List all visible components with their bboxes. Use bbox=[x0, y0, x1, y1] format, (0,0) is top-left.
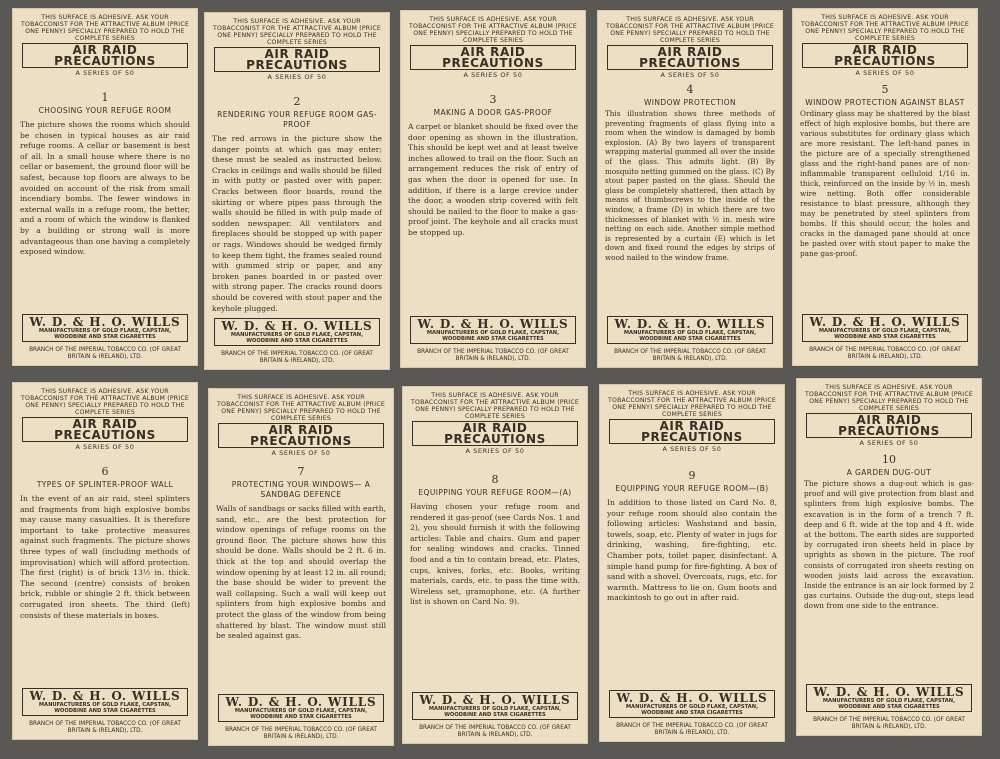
advert-text: THIS SURFACE IS ADHESIVE. ASK YOUR TOBACCONIST FOR THE ATTRACTIVE ALBUM (PRICE ONE PENNY) SPECIALLY PREPARED TO HOLD THE COMPLETE SERIES bbox=[217, 394, 385, 422]
branch-text: BRANCH OF THE IMPERIAL TOBACCO CO. (OF GREAT BRITAIN & IRELAND), LTD. bbox=[417, 349, 569, 362]
card-text: Ordinary glass may be shattered by the blast effect of high explosive bombs, but there are various substitutes for ordinary glass which are more resistant. The left-hand panes in the picture are of a specially strengthened glass and the right-hand panes are of non-inflammable transparent celluloid 1/16 in. thick, reinforced on the inside by ½ in. mesh wire netting. Both offer considerable resistance to blast pressure, although they may be penetrated by steel splinters from bombs. If this should occur, the holes and cracks in the damaged pane should at once be pasted over with stout paper to make the pane gas-proof. bbox=[800, 109, 970, 258]
series-title bbox=[22, 43, 188, 68]
maker-name: W. D. & H. O. WILLS bbox=[614, 317, 766, 331]
branch-text: BRANCH OF THE IMPERIAL TOBACCO CO. (OF GREAT BRITAIN & IRELAND), LTD. bbox=[616, 723, 768, 736]
branch-text: BRANCH OF THE IMPERIAL TOBACCO CO. (OF GREAT BRITAIN & IRELAND), LTD. bbox=[225, 727, 377, 740]
advert-text: THIS SURFACE IS ADHESIVE. ASK YOUR TOBACCONIST FOR THE ATTRACTIVE ALBUM (PRICE ONE PENNY) SPECIALLY PREPARED TO HOLD THE COMPLETE SERIES bbox=[608, 390, 776, 418]
card-text: This illustration shows three methods of preventing fragments of glass flying into a room when the window is damaged by bomb explosion. (A) By two layers of transparent wrapping material gummed all over the inside of the glass. This admits light. (B) By mosquito netting gummed on the glass. (C) By stout paper pasted on the glass. Should the glass be completely shattered, then attach by means of thumbscrews to the inside of the window, a frame (D) in which there are two thicknesses of blanket with ½ in. mesh wire netting on each side. Another simple method is represented by a curtain (E) which is let down and fixed round the edges by strips of wood nailed to the window frame. bbox=[605, 109, 775, 262]
series-title bbox=[214, 47, 380, 72]
advert-text: THIS SURFACE IS ADHESIVE. ASK YOUR TOBACCONIST FOR THE ATTRACTIVE ALBUM (PRICE ONE PENNY) SPECIALLY PREPARED TO HOLD THE COMPLETE SERIES bbox=[21, 388, 189, 416]
card-text: The picture shows a dug-out which is gas-proof and will give protection from blast and splinters from high explosive bombs. The excavation is in the form of a trench 7 ft. deep and 6 ft. wide at the top and 4 ft. wide at the bottom. The earth sides are supported by corrugated iron sheets held in place by uprights as shown in the picture. The roof consists of corrugated iron sheets resting on wooden joists laid across the excavation. Inside the entrance is an air lock formed by 2 gas curtains. Outside the dug-out, steps lead down from one side to the entrance. bbox=[804, 479, 974, 611]
cigarette-card-8 bbox=[402, 386, 588, 744]
maker-sub: MANUFACTURERS OF GOLD FLAKE, CAPSTAN, WOODBINE AND STAR CIGARETTES bbox=[822, 698, 956, 710]
maker-name: W. D. & H. O. WILLS bbox=[809, 315, 961, 329]
card-text: In the event of an air raid, steel splinters and fragments from high explosive bombs may cause many casualties. It is therefore important to take protective measures against such fragments. The picture shows three types of wall (including methods of improvisation) which will afford protection. The first (right) is of brick 13½ in. thick. The second (centre) consists of broken brick, rubble or shingle 2 ft. thick between corrugated iron sheets. The third (left) consists of these materials in boxes. bbox=[20, 494, 190, 620]
series-title bbox=[218, 423, 384, 448]
card-number: 3 bbox=[489, 93, 497, 106]
card-heading: EQUIPPING YOUR REFUGE ROOM—(B) bbox=[615, 484, 769, 493]
maker-box bbox=[412, 692, 578, 720]
card-heading: RENDERING YOUR REFUGE ROOM GAS-PROOF bbox=[217, 110, 377, 129]
card-text: Having chosen your refuge room and rendered it gas-proof (see Cards Nos. 1 and 2), you should furnish it with the following articles: Table and chairs. Gum and paper for sealing windows and cracks. Tinned food and a tin to contain bread, etc. Plates, cups, knives, forks, etc. Books, writing materials, cards, etc. to pass the time with. Wireless set, gramophone, etc. (A further list is shown on Card No. 9). bbox=[410, 502, 580, 607]
title-line-1: AIR RAID bbox=[72, 43, 138, 57]
maker-name: W. D. & H. O. WILLS bbox=[29, 315, 181, 329]
card-number: 7 bbox=[297, 465, 305, 478]
cigarette-card-2 bbox=[204, 12, 390, 370]
title-line-2: PRECAUTIONS bbox=[246, 58, 348, 72]
card-heading: EQUIPPING YOUR REFUGE ROOM—(A) bbox=[418, 488, 572, 497]
cigarette-card-9 bbox=[599, 384, 785, 742]
series-label: A SERIES OF 50 bbox=[662, 445, 722, 453]
maker-sub: MANUFACTURERS OF GOLD FLAKE, CAPSTAN, WOODBINE AND STAR CIGARETTES bbox=[230, 332, 364, 344]
branch-text: BRANCH OF THE IMPERIAL TOBACCO CO. (OF GREAT BRITAIN & IRELAND), LTD. bbox=[29, 347, 181, 360]
card-heading: CHOOSING YOUR REFUGE ROOM bbox=[38, 106, 172, 115]
series-title bbox=[22, 417, 188, 442]
branch-text: BRANCH OF THE IMPERIAL TOBACCO CO. (OF GREAT BRITAIN & IRELAND), LTD. bbox=[29, 721, 181, 734]
maker-box bbox=[802, 314, 968, 342]
title-line-2: PRECAUTIONS bbox=[250, 434, 352, 448]
branch-text: BRANCH OF THE IMPERIAL TOBACCO CO. (OF GREAT BRITAIN & IRELAND), LTD. bbox=[419, 725, 571, 738]
maker-box bbox=[609, 690, 775, 718]
advert-text: THIS SURFACE IS ADHESIVE. ASK YOUR TOBACCONIST FOR THE ATTRACTIVE ALBUM (PRICE ONE PENNY) SPECIALLY PREPARED TO HOLD THE COMPLETE SERIES bbox=[213, 18, 381, 46]
maker-box bbox=[22, 314, 188, 342]
card-heading: MAKING A DOOR GAS-PROOF bbox=[433, 108, 553, 117]
maker-sub: MANUFACTURERS OF GOLD FLAKE, CAPSTAN, WOODBINE AND STAR CIGARETTES bbox=[38, 328, 172, 340]
series-title bbox=[802, 43, 968, 68]
series-label: A SERIES OF 50 bbox=[855, 69, 915, 77]
series-label: A SERIES OF 50 bbox=[859, 439, 919, 447]
title-line-2: PRECAUTIONS bbox=[444, 432, 546, 446]
title-line-2: PRECAUTIONS bbox=[442, 56, 544, 70]
maker-name: W. D. & H. O. WILLS bbox=[417, 317, 569, 331]
card-heading: PROTECTING YOUR WINDOWS— A SANDBAG DEFENCE bbox=[231, 480, 371, 499]
title-line-1: AIR RAID bbox=[462, 421, 528, 435]
series-title bbox=[607, 45, 773, 70]
card-number: 9 bbox=[688, 469, 696, 482]
maker-name: W. D. & H. O. WILLS bbox=[221, 319, 373, 333]
title-line-2: PRECAUTIONS bbox=[54, 428, 156, 442]
card-heading: A GARDEN DUG-OUT bbox=[846, 468, 932, 477]
advert-text: THIS SURFACE IS ADHESIVE. ASK YOUR TOBACCONIST FOR THE ATTRACTIVE ALBUM (PRICE ONE PENNY) SPECIALLY PREPARED TO HOLD THE COMPLETE SERIES bbox=[21, 14, 189, 42]
advert-text: THIS SURFACE IS ADHESIVE. ASK YOUR TOBACCONIST FOR THE ATTRACTIVE ALBUM (PRICE ONE PENNY) SPECIALLY PREPARED TO HOLD THE COMPLETE SERIES bbox=[805, 384, 973, 412]
title-line-1: AIR RAID bbox=[657, 45, 723, 59]
advert-text: THIS SURFACE IS ADHESIVE. ASK YOUR TOBACCONIST FOR THE ATTRACTIVE ALBUM (PRICE ONE PENNY) SPECIALLY PREPARED TO HOLD THE COMPLETE SERIES bbox=[409, 16, 577, 44]
title-line-2: PRECAUTIONS bbox=[834, 54, 936, 68]
card-heading: TYPES OF SPLINTER-PROOF WALL bbox=[36, 480, 174, 489]
title-line-1: AIR RAID bbox=[268, 423, 334, 437]
card-number: 1 bbox=[101, 91, 109, 104]
maker-box bbox=[22, 688, 188, 716]
maker-box bbox=[218, 694, 384, 722]
series-title bbox=[609, 419, 775, 444]
maker-box bbox=[607, 316, 773, 344]
maker-name: W. D. & H. O. WILLS bbox=[419, 693, 571, 707]
maker-sub: MANUFACTURERS OF GOLD FLAKE, CAPSTAN, WOODBINE AND STAR CIGARETTES bbox=[623, 330, 757, 342]
cigarette-card-10 bbox=[796, 378, 982, 736]
card-text: The red arrows in the picture show the danger points at which gas may enter; these must be sealed as instructed below. Cracks in ceilings and walls should be filled in with putty or pasted over with paper. Cracks between floor boards, round the skirting or where pipes pass through the walls should be filled in with pulp made of sodden newspaper. All ventilators and fireplaces should be stopped up with paper or rags. Windows should be wedged firmly to keep them tight, the frames sealed round with gummed strip or paper, and any broken panes boarded in or pasted over with strong paper. The cracks round doors should be covered with stout paper and the keyhole plugged. bbox=[212, 134, 382, 313]
card-text: The picture shows the rooms which should be chosen in typical houses as air raid refuge rooms. A cellar or basement is best of all. In a small house where there is no cellar or basement, the ground floor will be safest, because top floors are always to be avoided on account of the risk from small incendiary bombs. The fewer windows in external walls in a refuge room, the better, and a room of which the window is flanked by a building or strong wall is more advantageous than one having a completely exposed window. bbox=[20, 120, 190, 257]
series-title bbox=[806, 413, 972, 438]
series-label: A SERIES OF 50 bbox=[267, 73, 327, 81]
maker-box bbox=[806, 684, 972, 712]
branch-text: BRANCH OF THE IMPERIAL TOBACCO CO. (OF GREAT BRITAIN & IRELAND), LTD. bbox=[809, 347, 961, 360]
maker-sub: MANUFACTURERS OF GOLD FLAKE, CAPSTAN, WOODBINE AND STAR CIGARETTES bbox=[625, 704, 759, 716]
series-label: A SERIES OF 50 bbox=[660, 71, 720, 79]
card-number: 8 bbox=[491, 473, 499, 486]
advert-text: THIS SURFACE IS ADHESIVE. ASK YOUR TOBACCONIST FOR THE ATTRACTIVE ALBUM (PRICE ONE PENNY) SPECIALLY PREPARED TO HOLD THE COMPLETE SERIES bbox=[411, 392, 579, 420]
maker-sub: MANUFACTURERS OF GOLD FLAKE, CAPSTAN, WOODBINE AND STAR CIGARETTES bbox=[426, 330, 560, 342]
maker-sub: MANUFACTURERS OF GOLD FLAKE, CAPSTAN, WOODBINE AND STAR CIGARETTES bbox=[818, 328, 952, 340]
title-line-2: PRECAUTIONS bbox=[641, 430, 743, 444]
card-number: 6 bbox=[101, 465, 109, 478]
series-label: A SERIES OF 50 bbox=[271, 449, 331, 457]
title-line-1: AIR RAID bbox=[460, 45, 526, 59]
maker-box bbox=[214, 318, 380, 346]
series-label: A SERIES OF 50 bbox=[75, 443, 135, 451]
card-heading: WINDOW PROTECTION bbox=[643, 98, 737, 107]
advert-text: THIS SURFACE IS ADHESIVE. ASK YOUR TOBACCONIST FOR THE ATTRACTIVE ALBUM (PRICE ONE PENNY) SPECIALLY PREPARED TO HOLD THE COMPLETE SERIES bbox=[606, 16, 774, 44]
series-label: A SERIES OF 50 bbox=[465, 447, 525, 455]
title-line-1: AIR RAID bbox=[856, 413, 922, 427]
cigarette-card-4 bbox=[597, 10, 783, 368]
series-title bbox=[412, 421, 578, 446]
cigarette-card-7 bbox=[208, 388, 394, 746]
title-line-2: PRECAUTIONS bbox=[838, 424, 940, 438]
maker-name: W. D. & H. O. WILLS bbox=[813, 685, 965, 699]
title-line-2: PRECAUTIONS bbox=[54, 54, 156, 68]
card-text: In addition to those listed on Card No. 8, your refuge room should also contain the following articles: Washstand and basin, towels, soap, etc. Plenty of water in jugs for drinking, washing, fire-fighting, etc. Chamber pots, toilet paper, disinfectant. A simple hand pump for fire-fighting. A box of sand with a shovel. Overcoats, rugs, etc. for warmth. Mattress to lie on. Gum boots and mackintosh to go out in after raid. bbox=[607, 498, 777, 603]
card-number: 10 bbox=[882, 453, 896, 466]
branch-text: BRANCH OF THE IMPERIAL TOBACCO CO. (OF GREAT BRITAIN & IRELAND), LTD. bbox=[221, 351, 373, 364]
maker-name: W. D. & H. O. WILLS bbox=[29, 689, 181, 703]
cigarette-card-5 bbox=[792, 8, 978, 366]
card-text: A carpet or blanket should be fixed over the door opening as shown in the illustration. This should be kept wet and at least twelve inches allowed to trail on the floor. Such an arrangement reduces the risk of entry of gas when the door is opened for use. In addition, if there is a large crevice under the door, a wooden strip covered with felt should be nailed to the floor to make a gas-proof joint. The keyhole and all cracks must be stopped up. bbox=[408, 122, 578, 237]
maker-name: W. D. & H. O. WILLS bbox=[225, 695, 377, 709]
maker-name: W. D. & H. O. WILLS bbox=[616, 691, 768, 705]
maker-sub: MANUFACTURERS OF GOLD FLAKE, CAPSTAN, WOODBINE AND STAR CIGARETTES bbox=[428, 706, 562, 718]
maker-sub: MANUFACTURERS OF GOLD FLAKE, CAPSTAN, WOODBINE AND STAR CIGARETTES bbox=[38, 702, 172, 714]
cigarette-card-3 bbox=[400, 10, 586, 368]
title-line-1: AIR RAID bbox=[852, 43, 918, 57]
title-line-1: AIR RAID bbox=[264, 47, 330, 61]
title-line-2: PRECAUTIONS bbox=[639, 56, 741, 70]
maker-box bbox=[410, 316, 576, 344]
card-number: 5 bbox=[881, 83, 889, 96]
series-label: A SERIES OF 50 bbox=[463, 71, 523, 79]
series-label: A SERIES OF 50 bbox=[75, 69, 135, 77]
branch-text: BRANCH OF THE IMPERIAL TOBACCO CO. (OF GREAT BRITAIN & IRELAND), LTD. bbox=[813, 717, 965, 730]
card-number: 2 bbox=[293, 95, 301, 108]
maker-sub: MANUFACTURERS OF GOLD FLAKE, CAPSTAN, WOODBINE AND STAR CIGARETTES bbox=[234, 708, 368, 720]
series-title bbox=[410, 45, 576, 70]
title-line-1: AIR RAID bbox=[72, 417, 138, 431]
cigarette-card-6 bbox=[12, 382, 198, 740]
branch-text: BRANCH OF THE IMPERIAL TOBACCO CO. (OF GREAT BRITAIN & IRELAND), LTD. bbox=[614, 349, 766, 362]
cigarette-card-1 bbox=[12, 8, 198, 366]
title-line-1: AIR RAID bbox=[659, 419, 725, 433]
card-number: 4 bbox=[686, 83, 694, 96]
card-heading: WINDOW PROTECTION AGAINST BLAST bbox=[805, 98, 965, 107]
card-text: Walls of sandbags or sacks filled with earth, sand, etc., are the best protection for window openings of refuge rooms on the ground floor. The picture shows how this should be done. Walls should be 2 ft. 6 in. thick at the top and should overlap the window opening by at least 12 in. all round; the base should be wider to prevent the wall collapsing. Such a wall will keep out splinters from high explosive bombs and protect the glass of the window from being shattered by blast. The window must still be sealed against gas. bbox=[216, 504, 386, 641]
advert-text: THIS SURFACE IS ADHESIVE. ASK YOUR TOBACCONIST FOR THE ATTRACTIVE ALBUM (PRICE ONE PENNY) SPECIALLY PREPARED TO HOLD THE COMPLETE SERIES bbox=[801, 14, 969, 42]
